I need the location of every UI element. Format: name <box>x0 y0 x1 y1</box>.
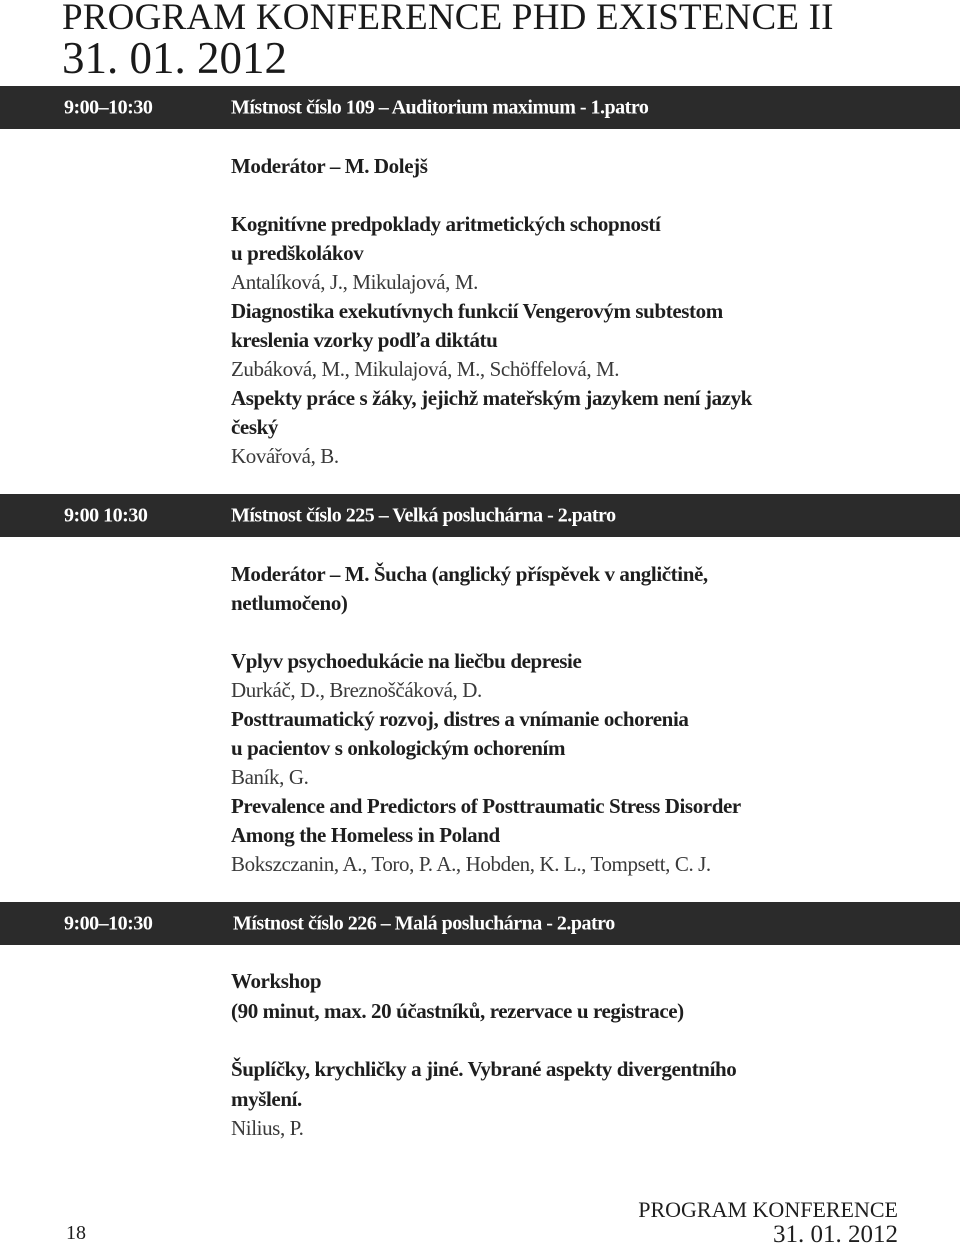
talk-title: Diagnostika exekutívnych funkcií Vengerovým subtestom <box>231 299 723 323</box>
page-number: 18 <box>66 1222 86 1244</box>
footer-date: 31. 01. 2012 <box>773 1221 898 1248</box>
session-room: Místnost číslo 226 – Malá posluchárna - 2.patro <box>233 912 615 934</box>
talk-title: Vplyv psychoedukácie na liečbu depresie <box>231 649 582 673</box>
session-time: 9:00–10:30 <box>64 96 153 118</box>
talk-title: Posttraumatický rozvoj, distres a vnímanie ochorenia <box>231 707 689 731</box>
talk-title: Aspekty práce s žáky, jejichž mateřským jazykem není jazyk <box>231 386 752 410</box>
session-time: 9:00 10:30 <box>64 504 148 526</box>
talk-authors: Durkáč, D., Breznoščáková, D. <box>231 678 482 702</box>
session-bar-1 <box>0 86 960 129</box>
talk-title: kreslenia vzorky podľa diktátu <box>231 328 498 352</box>
header-title: PROGRAM KONFERENCE PHD EXISTENCE II <box>62 0 834 38</box>
session-time: 9:00–10:30 <box>64 912 153 934</box>
header-date: 31. 01. 2012 <box>62 33 287 83</box>
session-bar-2 <box>0 494 960 537</box>
workshop-note: (90 minut, max. 20 účastníků, rezervace u registrace) <box>231 999 684 1023</box>
moderator: Moderátor – M. Šucha (anglický příspěvek v angličtině, <box>231 562 708 586</box>
talk-title: český <box>231 415 278 439</box>
session-bar-3 <box>0 902 960 945</box>
talk-title: myšlení. <box>231 1087 302 1111</box>
talk-title: u pacientov s onkologickým ochorením <box>231 736 566 760</box>
talk-authors: Baník, G. <box>231 765 309 789</box>
footer-title: PROGRAM KONFERENCE <box>638 1197 898 1222</box>
moderator: Moderátor – M. Dolejš <box>231 154 428 178</box>
session-room: Místnost číslo 109 – Auditorium maximum - 1.patro <box>231 96 649 118</box>
talk-authors: Bokszczanin, A., Toro, P. A., Hobden, K. L., Tompsett, C. J. <box>231 852 711 876</box>
talk-authors: Zubáková, M., Mikulajová, M., Schöffelová, M. <box>231 357 620 381</box>
talk-authors: Kovářová, B. <box>231 444 339 468</box>
talk-authors: Nilius, P. <box>231 1116 304 1140</box>
talk-title: Šuplíčky, krychličky a jiné. Vybrané aspekty divergentního <box>231 1057 737 1081</box>
session-room: Místnost číslo 225 – Velká posluchárna - 2.patro <box>231 504 616 526</box>
talk-authors: Antalíková, J., Mikulajová, M. <box>231 270 478 294</box>
moderator: netlumočeno) <box>231 591 348 615</box>
talk-title: u predškolákov <box>231 241 364 265</box>
talk-title: Among the Homeless in Poland <box>231 823 500 847</box>
talk-title: Prevalence and Predictors of Posttraumatic Stress Disorder <box>231 794 741 818</box>
workshop-label: Workshop <box>231 969 322 993</box>
talk-title: Kognitívne predpoklady aritmetických schopností <box>231 212 661 236</box>
